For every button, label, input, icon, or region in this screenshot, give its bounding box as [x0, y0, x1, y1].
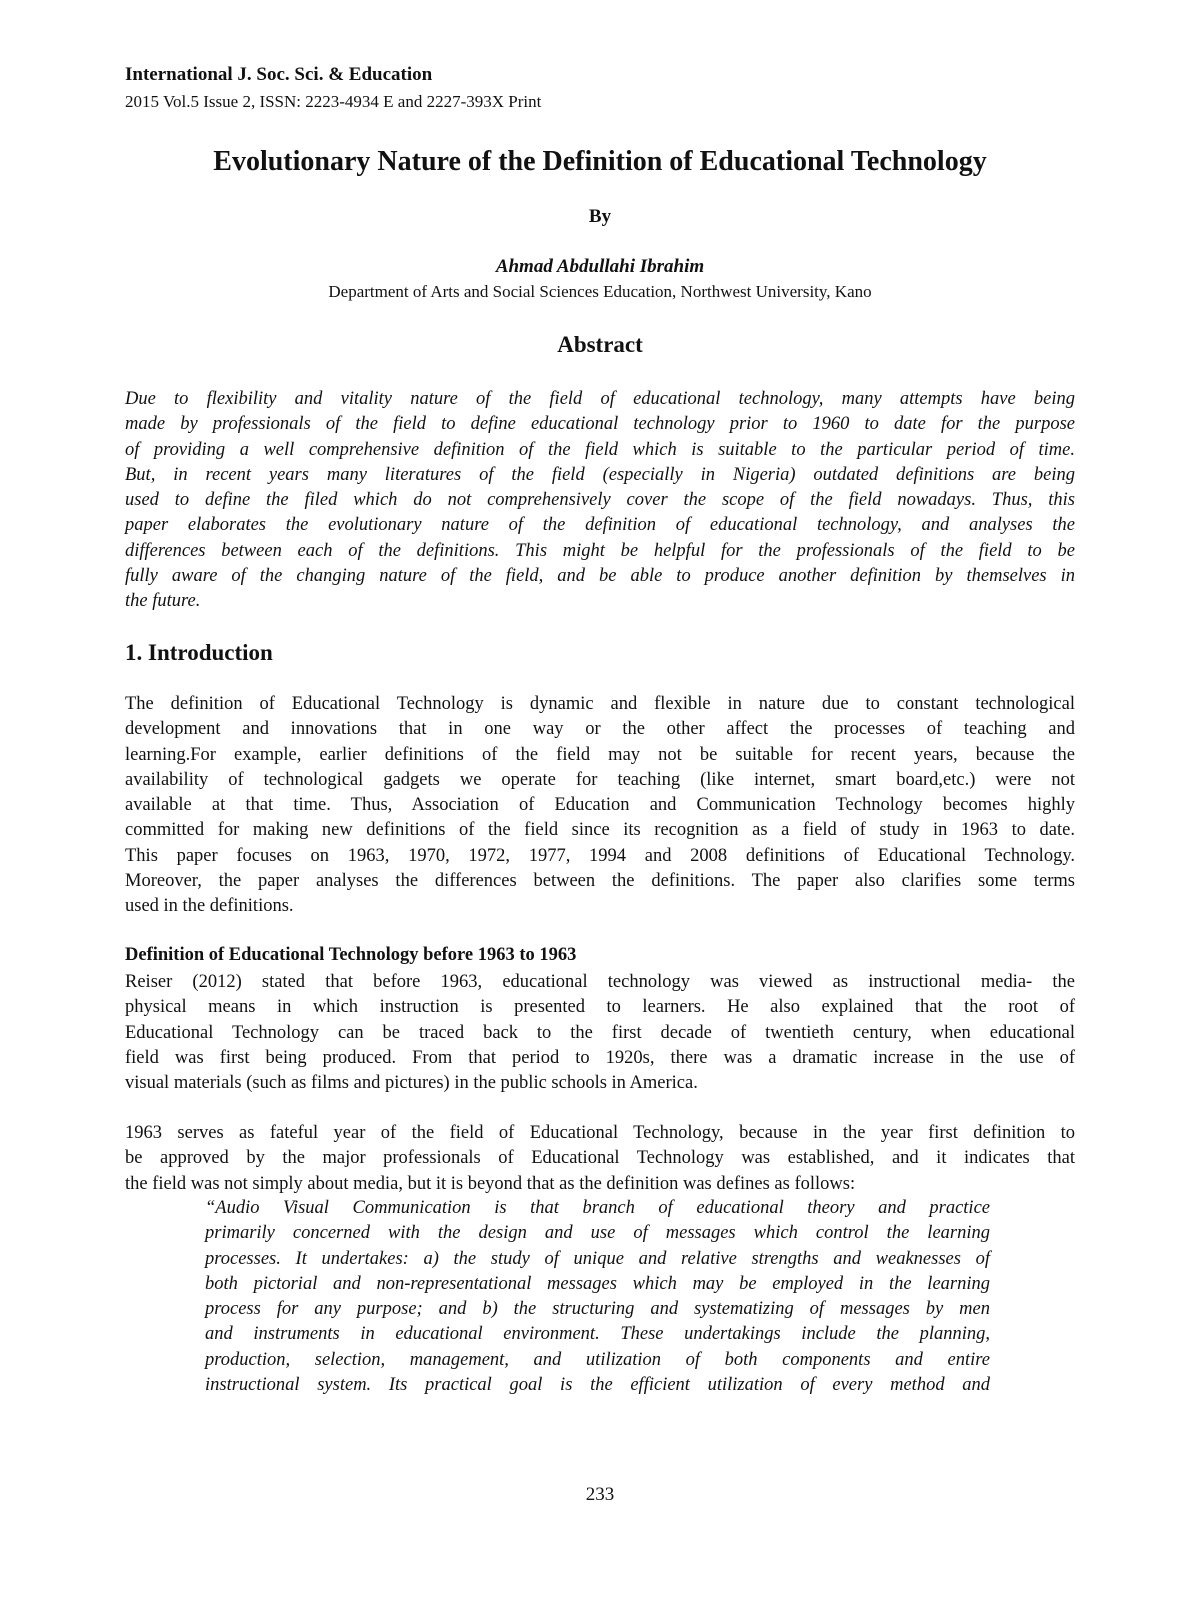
text-line: Due to flexibility and vitality nature of the field of educational technology, many attempts have being	[125, 389, 1075, 409]
text-line: But, in recent years many literatures of the field (especially in Nigeria) outdated definitions are being	[125, 464, 1075, 485]
abstract-heading: Abstract	[557, 332, 643, 357]
text-line: used to define the filed which do not comprehensively cover the scope of the field nowadays. Thus, this	[125, 490, 1075, 511]
text-line: Educational Technology can be traced back to the first decade of twentieth century, when educational	[125, 1022, 1075, 1043]
section-paragraph-1	[125, 970, 1075, 1096]
text-line: and instruments in educational environment. These undertakings include the planning,	[205, 1324, 990, 1345]
journal-volume: 2015 Vol.5 Issue 2, ISSN: 2223-4934 E and 2227-393X Print	[125, 92, 542, 111]
text-line: This paper focuses on 1963, 1970, 1972, 1977, 1994 and 2008 definitions of Educational Technology.	[125, 845, 1075, 866]
text-line: committed for making new definitions of the field since its recognition as a field of study in 1963 to date.	[125, 820, 1075, 841]
text-line: Reiser (2012) stated that before 1963, educational technology was viewed as instructional media- the	[125, 972, 1075, 992]
text-line: the future.	[125, 591, 201, 612]
text-line: field was first being produced. From that period to 1920s, there was a dramatic increase in the use of	[125, 1047, 1075, 1068]
text-line: paper elaborates the evolutionary nature of the definition of educational technology, and analyses the	[125, 515, 1075, 536]
text-line: The definition of Educational Technology is dynamic and flexible in nature due to constant technological	[125, 694, 1075, 714]
text-line: available at that time. Thus, Association of Education and Communication Technology becomes highly	[125, 795, 1075, 816]
by-label: By	[588, 206, 612, 227]
section-paragraph-2	[125, 1121, 1075, 1197]
paper-title: Evolutionary Nature of the Definition of Educational Technology	[213, 146, 987, 177]
text-line: made by professionals of the field to define educational technology prior to 1960 to date for the purpose	[125, 414, 1075, 435]
text-line: production, selection, management, and utilization of both components and entire	[205, 1349, 990, 1370]
text-line: fully aware of the changing nature of the field, and be able to produce another definition by themselves in	[125, 566, 1075, 587]
text-line: both pictorial and non-representational messages which may be employed in the learning	[205, 1273, 990, 1294]
text-line: development and innovations that in one way or the other affect the processes of teaching and	[125, 719, 1075, 740]
text-line: of providing a well comprehensive definition of the field which is suitable to the particular period of time.	[125, 439, 1075, 460]
text-line: visual materials (such as films and pictures) in the public schools in America.	[125, 1073, 698, 1094]
section-heading: Definition of Educational Technology before 1963 to 1963	[125, 945, 577, 965]
text-line: primarily concerned with the design and use of messages which control the learning	[205, 1223, 990, 1244]
text-line: processes. It undertakes: a) the study of unique and relative strengths and weaknesses of	[205, 1248, 990, 1269]
text-line: “Audio Visual Communication is that branch of educational theory and practice	[205, 1198, 990, 1218]
text-line: instructional system. Its practical goal is the efficient utilization of every method and	[205, 1375, 990, 1396]
introduction-heading: 1. Introduction	[125, 640, 273, 665]
text-line: physical means in which instruction is presented to learners. He also explained that the root of	[125, 997, 1075, 1018]
text-line: used in the definitions.	[125, 896, 294, 917]
text-line: learning.For example, earlier definitions of the field may not be suitable for recent years, because the	[125, 744, 1075, 765]
introduction-paragraph	[125, 692, 1075, 920]
page-number: 233	[585, 1484, 615, 1505]
text-line: be approved by the major professionals of Educational Technology was established, and it indicates that	[125, 1148, 1075, 1169]
text-line: availability of technological gadgets we operate for teaching (like internet, smart board,etc.) were not	[125, 769, 1075, 790]
text-line: 1963 serves as fateful year of the field of Educational Technology, because in the year first definition to	[125, 1123, 1075, 1143]
abstract-body	[125, 387, 1075, 615]
author-affiliation: Department of Arts and Social Sciences Education, Northwest University, Kano	[328, 282, 872, 301]
author-name: Ahmad Abdullahi Ibrahim	[495, 256, 705, 277]
text-line: Moreover, the paper analyses the differences between the definitions. The paper also clarifies some terms	[125, 871, 1075, 892]
text-line: process for any purpose; and b) the structuring and systematizing of messages by men	[205, 1299, 990, 1320]
definition-quote	[205, 1196, 990, 1398]
text-line: differences between each of the definitions. This might be helpful for the professionals of the field to be	[125, 540, 1075, 561]
text-line: the field was not simply about media, but it is beyond that as the definition was defines as follows:	[125, 1173, 856, 1194]
journal-name: International J. Soc. Sci. & Education	[125, 64, 433, 85]
